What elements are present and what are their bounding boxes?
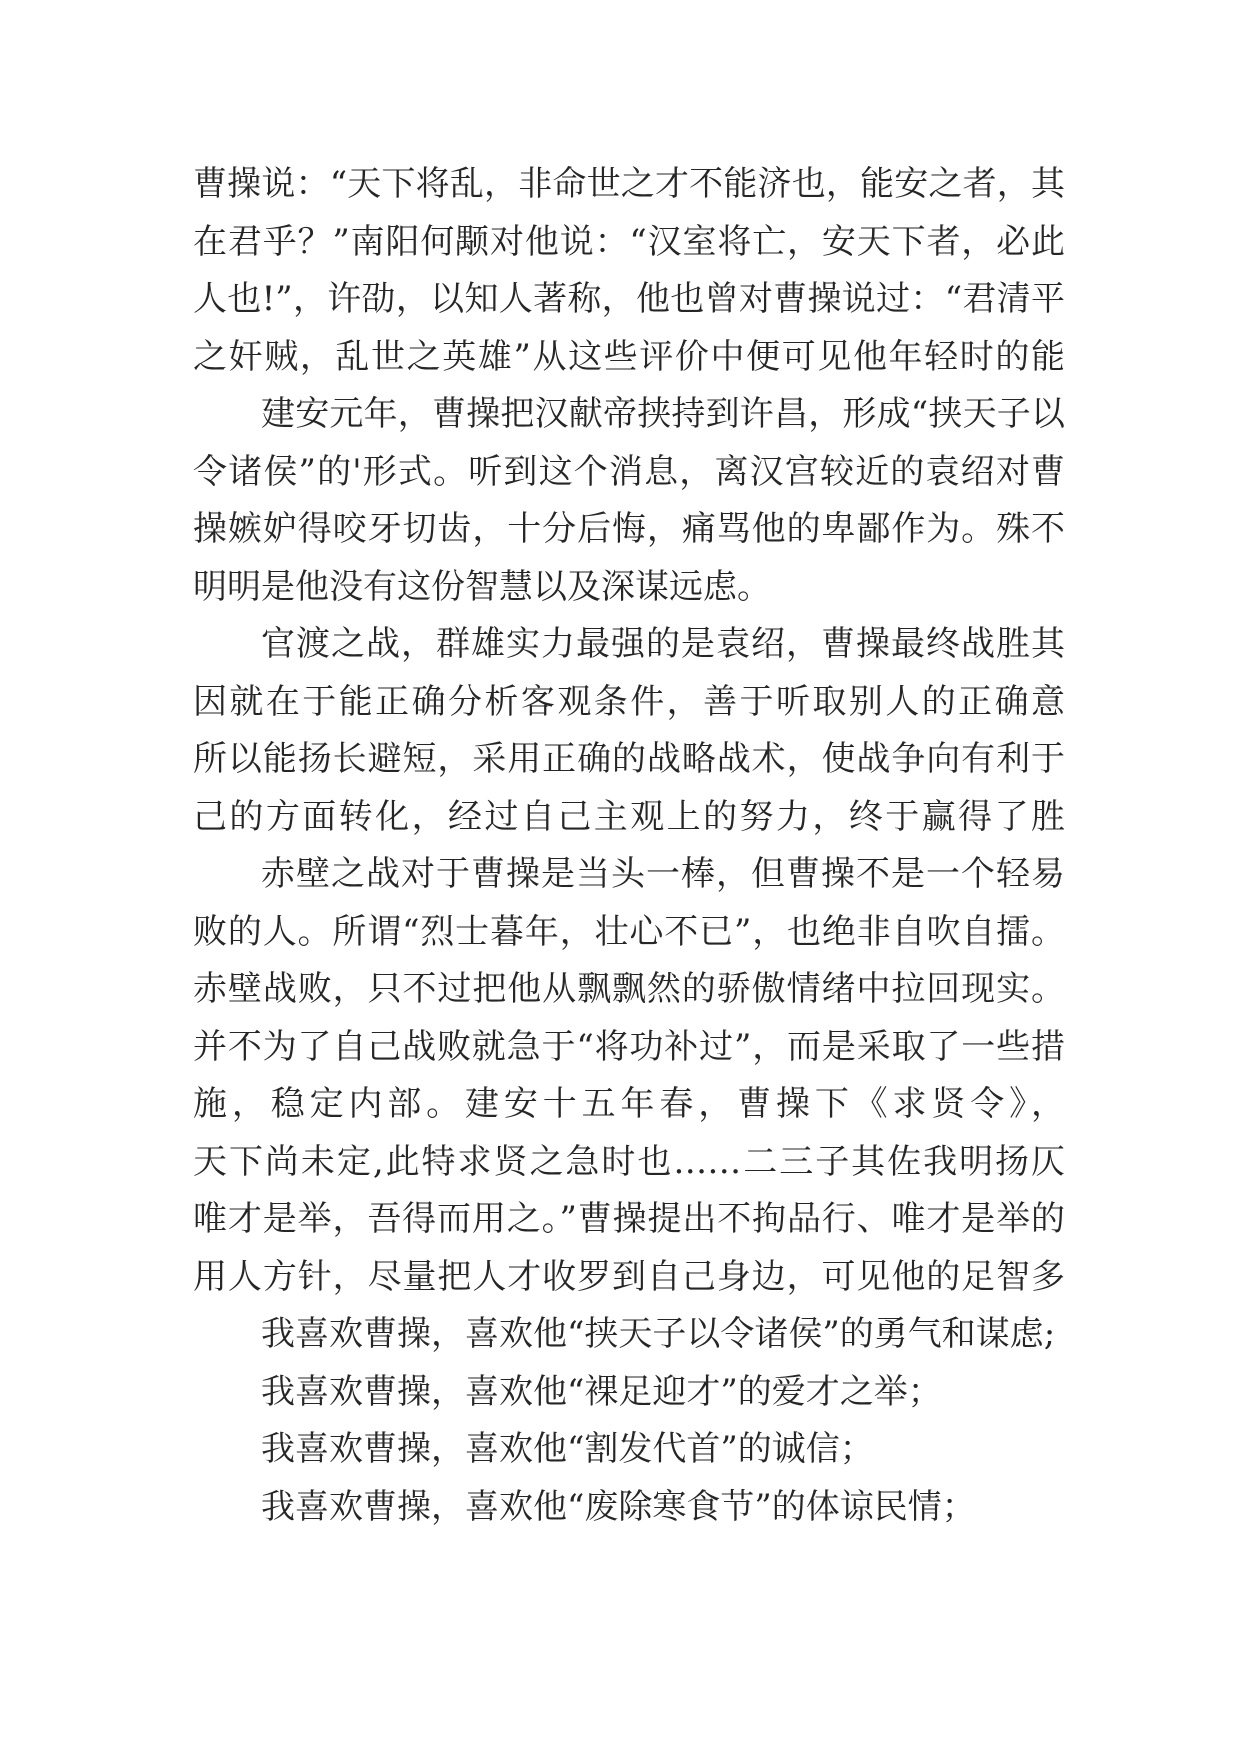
essay-body [193, 156, 1065, 1536]
text-line: 败的人。所谓“烈士暮年，壮心不已”，也绝非自吹自擂。 [193, 911, 1065, 952]
text-line: 操嫉妒得咬牙切齿，十分后悔，痛骂他的卑鄙作为。殊不 [193, 509, 1065, 549]
paragraph-start-line: 我喜欢曹操，喜欢他“割发代首”的诚信； [261, 1429, 874, 1469]
text-line: 令诸侯”的'形式。听到这个消息，离汉宫较近的袁绍对曹 [193, 451, 1065, 492]
paragraph-start-line: 建安元年，曹操把汉献帝挟持到许昌，形成“挟天子以 [261, 394, 1065, 434]
text-line: 明明是他没有这份智慧以及深谋远虑。 [193, 566, 771, 607]
paragraph-start-line: 赤壁之战对于曹操是当头一棒，但曹操不是一个轻易 [261, 854, 1065, 894]
text-line: 天下尚未定,此特求贤之急时也……二三子其佐我明扬仄 [193, 1141, 1065, 1182]
paragraph-start-line: 我喜欢曹操，喜欢他“挟天子以令诸侯”的勇气和谋虑; [261, 1314, 1056, 1354]
text-line: 因就在于能正确分析客观条件，善于听取别人的正确意 [193, 681, 1065, 722]
text-line: 之奸贼，乱世之英雄”从这些评价中便可见他年轻时的能 [193, 336, 1065, 377]
text-line: 并不为了自己战败就急于“将功补过”，而是采取了一些措 [193, 1026, 1065, 1067]
text-line: 人也!”，许劭，以知人著称，他也曾对曹操说过：“君清平 [193, 279, 1065, 319]
text-line: 赤壁战败，只不过把他从飘飘然的骄傲情绪中拉回现实。 [193, 969, 1065, 1009]
text-line: 己的方面转化，经过自己主观上的努力，终于赢得了胜 [193, 796, 1065, 837]
text-line: 在君乎？”南阳何颙对他说：“汉室将亡，安天下者，必此 [193, 221, 1065, 262]
text-line: 施，稳定内部。建安十五年春，曹操下《求贤令》， [193, 1084, 1065, 1124]
text-line: 唯才是举，吾得而用之。”曹操提出不拘品行、唯才是举的 [193, 1199, 1065, 1239]
text-line: 用人方针，尽量把人才收罗到自己身边，可见他的足智多 [193, 1256, 1065, 1297]
paragraph-start-line: 我喜欢曹操，喜欢他“裸足迎才”的爱才之举； [261, 1371, 942, 1412]
paragraph-start-line: 我喜欢曹操，喜欢他“废除寒食节”的体谅民情； [261, 1486, 976, 1527]
paragraph-start-line: 官渡之战，群雄实力最强的是袁绍，曹操最终战胜其 [261, 624, 1065, 664]
text-line: 所以能扬长避短，采用正确的战略战术，使战争向有利于 [193, 739, 1065, 779]
text-line: 曹操说：“天下将乱，非命世之才不能济也，能安之者，其 [193, 164, 1065, 204]
